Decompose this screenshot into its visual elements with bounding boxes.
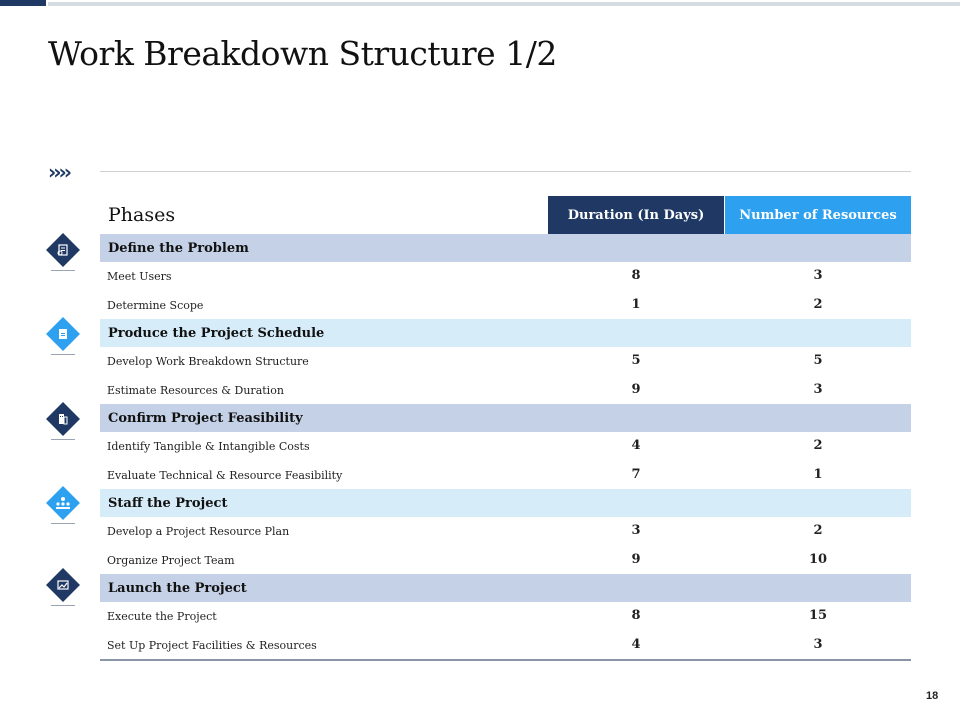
table-row: [100, 347, 911, 376]
resources-value: 5: [813, 353, 823, 368]
chevrons-icon: ››››: [48, 160, 69, 184]
top-rule: [48, 2, 960, 6]
top-accent-bar: [0, 0, 46, 6]
task-name: Organize Project Team: [107, 553, 235, 567]
phase-row: Produce the Project Schedule: [100, 319, 911, 347]
resources-value: 2: [813, 438, 823, 453]
team-icon: [46, 486, 80, 520]
feasibility-icon: [46, 402, 80, 436]
resources-value: 3: [813, 381, 823, 397]
task-name: Develop a Project Resource Plan: [107, 525, 290, 538]
task-name: Identify Tangible & Intangible Costs: [107, 440, 310, 453]
duration-value: 3: [631, 523, 641, 538]
phase-row: Confirm Project Feasibility: [100, 404, 911, 432]
table-row: [100, 461, 911, 490]
table-row: [100, 602, 911, 631]
table-row: [100, 432, 911, 461]
task-name: Set Up Project Facilities & Resources: [107, 638, 317, 652]
table-bottom-rule: [100, 659, 911, 661]
duration-value: 7: [631, 466, 641, 482]
resources-value: 3: [813, 636, 823, 652]
icon-underline: [51, 523, 75, 524]
table-row: [100, 376, 911, 405]
resources-header: Number of Resources: [725, 196, 911, 234]
table-row: [100, 291, 911, 320]
launch-icon: [46, 568, 80, 602]
schedule-icon: [46, 317, 80, 351]
duration-value: 4: [631, 636, 641, 652]
phase-row: Define the Problem: [100, 234, 911, 262]
divider: [100, 171, 911, 172]
duration-value: 9: [631, 381, 641, 397]
task-name: Evaluate Technical & Resource Feasibility: [107, 468, 343, 482]
task-name: Determine Scope: [107, 298, 204, 312]
duration-header: Duration (In Days): [548, 196, 724, 234]
page-number: 18: [926, 690, 939, 702]
duration-value: 8: [631, 268, 641, 283]
table-row: [100, 262, 911, 291]
duration-value: 4: [631, 438, 641, 453]
slide-title: Work Breakdown Structure 1/2: [48, 34, 557, 73]
icon-underline: [51, 354, 75, 355]
phases-header: Phases: [108, 204, 176, 226]
wbs-table: [100, 196, 911, 661]
task-name: Estimate Resources & Duration: [107, 383, 284, 397]
resources-value: 10: [808, 551, 828, 567]
phase-row: Launch the Project: [100, 574, 911, 602]
task-name: Meet Users: [107, 270, 172, 283]
duration-value: 5: [631, 353, 641, 368]
resources-value: 2: [813, 296, 823, 312]
table-row: [100, 546, 911, 575]
duration-value: 8: [631, 608, 641, 623]
table-row: [100, 517, 911, 546]
resources-value: 15: [808, 608, 828, 623]
resources-value: 1: [813, 466, 823, 482]
duration-value: 9: [631, 551, 641, 567]
task-name: Develop Work Breakdown Structure: [107, 355, 309, 368]
table-row: [100, 631, 911, 660]
task-name: Execute the Project: [107, 610, 217, 623]
icon-underline: [51, 439, 75, 440]
icon-underline: [51, 270, 75, 271]
icon-underline: [51, 605, 75, 606]
problem-icon: [46, 233, 80, 267]
phase-row: Staff the Project: [100, 489, 911, 517]
resources-value: 2: [813, 523, 823, 538]
duration-value: 1: [631, 296, 641, 312]
resources-value: 3: [813, 268, 823, 283]
table-header: [100, 196, 911, 234]
